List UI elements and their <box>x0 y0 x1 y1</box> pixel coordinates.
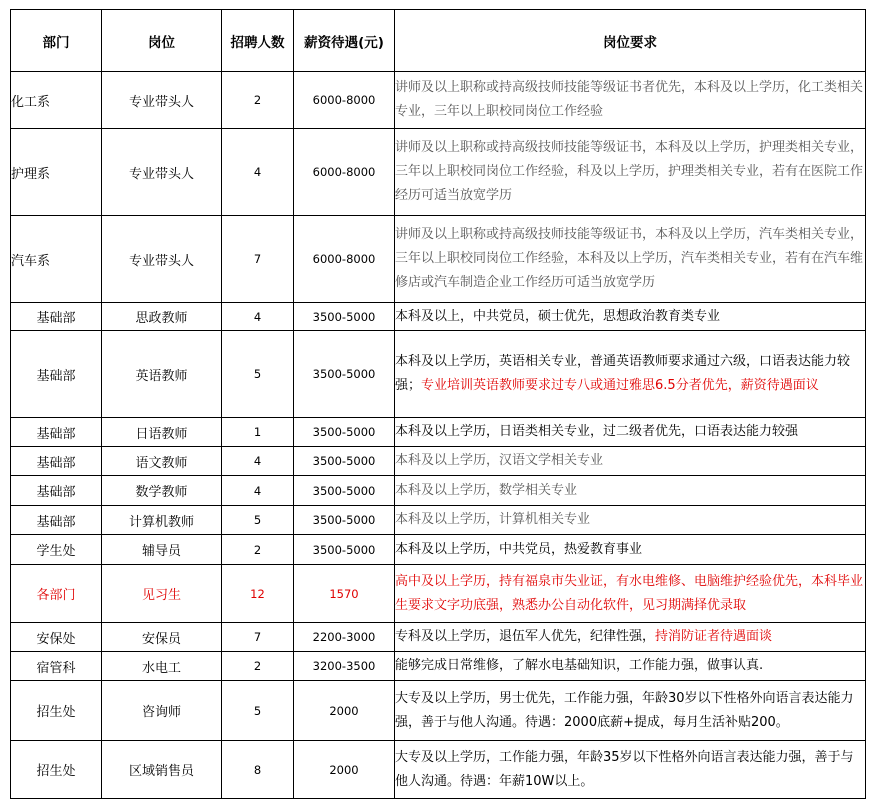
header-salary: 薪资待遇(元) <box>294 10 395 72</box>
cell-count: 7 <box>222 216 294 303</box>
table-row <box>11 535 866 565</box>
cell-count: 12 <box>222 565 294 623</box>
cell-count: 4 <box>222 129 294 216</box>
cell-count: 4 <box>222 303 294 331</box>
cell-req <box>395 418 866 447</box>
table-row <box>11 331 866 418</box>
req-text: 专科及以上学历，退伍军人优先，纪律性强， <box>395 629 656 644</box>
cell-dept: 基础部 <box>11 476 102 506</box>
cell-req <box>395 303 866 331</box>
cell-salary: 3500-5000 <box>294 418 395 447</box>
table-row <box>11 652 866 681</box>
cell-post: 安保员 <box>102 623 222 652</box>
cell-count: 4 <box>222 447 294 476</box>
cell-count: 5 <box>222 506 294 535</box>
header-dept: 部门 <box>11 10 102 72</box>
cell-post: 日语教师 <box>102 418 222 447</box>
cell-dept: 学生处 <box>11 535 102 565</box>
cell-req <box>395 652 866 681</box>
cell-count: 4 <box>222 476 294 506</box>
req-text-highlight: 持消防证者待遇面谈 <box>655 629 773 644</box>
cell-count: 2 <box>222 652 294 681</box>
cell-req <box>395 535 866 565</box>
req-text: 能够完成日常维修，了解水电基础知识，工作能力强，做事认真. <box>395 658 764 673</box>
req-text-highlight: 专业培训英语教师要求过专八或通过雅思6.5分者优先，薪资待遇面议 <box>421 378 819 393</box>
req-text: 讲师及以上职称或持高级技师技能等级证书，本科及以上学历，护理类相关专业，三年以上职校同岗位工作经验，科及以上学历，护理类相关专业，若有在医院工作经历可适当放宽学历 <box>395 140 864 203</box>
cell-salary: 3500-5000 <box>294 535 395 565</box>
cell-count: 1 <box>222 418 294 447</box>
req-text: 大专及以上学历，工作能力强，年龄35岁以下性格外向语言表达能力强，善于与他人沟通。待遇：年薪10W以上。 <box>395 749 854 789</box>
cell-req <box>395 476 866 506</box>
cell-salary: 3200-3500 <box>294 652 395 681</box>
cell-salary: 2200-3000 <box>294 623 395 652</box>
cell-salary: 1570 <box>294 565 395 623</box>
cell-req <box>395 331 866 418</box>
cell-req <box>395 447 866 476</box>
header-req: 岗位要求 <box>395 10 866 72</box>
cell-dept: 基础部 <box>11 331 102 418</box>
cell-count: 8 <box>222 741 294 799</box>
cell-dept: 各部门 <box>11 565 102 623</box>
cell-post: 见习生 <box>102 565 222 623</box>
header-count: 招聘人数 <box>222 10 294 72</box>
header-row <box>11 10 866 72</box>
cell-req <box>395 741 866 799</box>
cell-post: 计算机教师 <box>102 506 222 535</box>
cell-dept: 基础部 <box>11 447 102 476</box>
table-row <box>11 447 866 476</box>
cell-dept: 基础部 <box>11 418 102 447</box>
cell-req <box>395 72 866 129</box>
cell-dept: 招生处 <box>11 681 102 741</box>
req-text: 本科及以上学历，中共党员，热爱教育事业 <box>395 541 643 557</box>
cell-req <box>395 681 866 741</box>
table-row <box>11 681 866 741</box>
cell-dept: 化工系 <box>11 72 102 129</box>
cell-post: 专业带头人 <box>102 72 222 129</box>
table-row <box>11 303 866 331</box>
cell-count: 5 <box>222 681 294 741</box>
cell-post: 专业带头人 <box>102 216 222 303</box>
cell-req <box>395 623 866 652</box>
cell-dept: 宿管科 <box>11 652 102 681</box>
cell-salary: 3500-5000 <box>294 476 395 506</box>
cell-dept: 安保处 <box>11 623 102 652</box>
cell-post: 英语教师 <box>102 331 222 418</box>
table-row <box>11 506 866 535</box>
cell-dept: 基础部 <box>11 506 102 535</box>
table-row <box>11 565 866 623</box>
table-row <box>11 216 866 303</box>
req-text: 大专及以上学历，男士优先，工作能力强，年龄30岁以下性格外向语言表达能力强，善于与他人沟通。待遇：2000底薪+提成，每月生活补贴200。 <box>395 690 854 730</box>
cell-salary: 3500-5000 <box>294 303 395 331</box>
req-text: 本科及以上，中共党员，硕士优先，思想政治教育类专业 <box>395 308 721 324</box>
req-text: 本科及以上学历，日语类相关专业，过二级者优先，口语表达能力较强 <box>395 424 799 439</box>
table-row <box>11 129 866 216</box>
cell-post: 思政教师 <box>102 303 222 331</box>
table-row <box>11 418 866 447</box>
cell-post: 数学教师 <box>102 476 222 506</box>
cell-count: 2 <box>222 72 294 129</box>
req-text: 本科及以上学历，英语相关专业，普通英语教师要求通过六级，口语表达能力较强； <box>395 354 851 393</box>
cell-post: 咨询师 <box>102 681 222 741</box>
cell-post: 语文教师 <box>102 447 222 476</box>
table-row <box>11 741 866 799</box>
cell-req <box>395 216 866 303</box>
cell-req <box>395 129 866 216</box>
cell-salary: 2000 <box>294 681 395 741</box>
cell-req <box>395 565 866 623</box>
recruitment-table <box>10 9 866 799</box>
cell-salary: 3500-5000 <box>294 447 395 476</box>
table-row <box>11 623 866 652</box>
req-text: 本科及以上学历，数学相关专业 <box>395 482 578 498</box>
cell-salary: 2000 <box>294 741 395 799</box>
cell-post: 水电工 <box>102 652 222 681</box>
req-text: 本科及以上学历，汉语文学相关专业 <box>395 453 604 468</box>
table-row <box>11 476 866 506</box>
header-post: 岗位 <box>102 10 222 72</box>
cell-post: 辅导员 <box>102 535 222 565</box>
cell-count: 5 <box>222 331 294 418</box>
cell-req <box>395 506 866 535</box>
req-text: 讲师及以上职称或持高级技师技能等级证书者优先，本科及以上学历，化工类相关专业，三年以上职校同岗位工作经验 <box>395 80 864 119</box>
table-row <box>11 72 866 129</box>
cell-salary: 3500-5000 <box>294 506 395 535</box>
cell-salary: 6000-8000 <box>294 216 395 303</box>
cell-post: 专业带头人 <box>102 129 222 216</box>
cell-salary: 3500-5000 <box>294 331 395 418</box>
cell-count: 2 <box>222 535 294 565</box>
req-text-highlight: 高中及以上学历，持有福泉市失业证，有水电维修、电脑维护经验优先，本科毕业生要求文字功底强，熟悉办公自动化软件，见习期满择优录取 <box>395 573 864 613</box>
cell-dept: 基础部 <box>11 303 102 331</box>
cell-dept: 招生处 <box>11 741 102 799</box>
cell-dept: 汽车系 <box>11 216 102 303</box>
req-text: 讲师及以上职称或持高级技师技能等级证书，本科及以上学历，汽车类相关专业，三年以上职校同岗位工作经验，本科及以上学历，汽车类相关专业，若有在汽车维修店或汽车制造企业工作经历可适当放宽学历 <box>395 227 864 290</box>
cell-post: 区域销售员 <box>102 741 222 799</box>
cell-dept: 护理系 <box>11 129 102 216</box>
cell-count: 7 <box>222 623 294 652</box>
req-text: 本科及以上学历，计算机相关专业 <box>395 512 591 527</box>
cell-salary: 6000-8000 <box>294 72 395 129</box>
cell-salary: 6000-8000 <box>294 129 395 216</box>
